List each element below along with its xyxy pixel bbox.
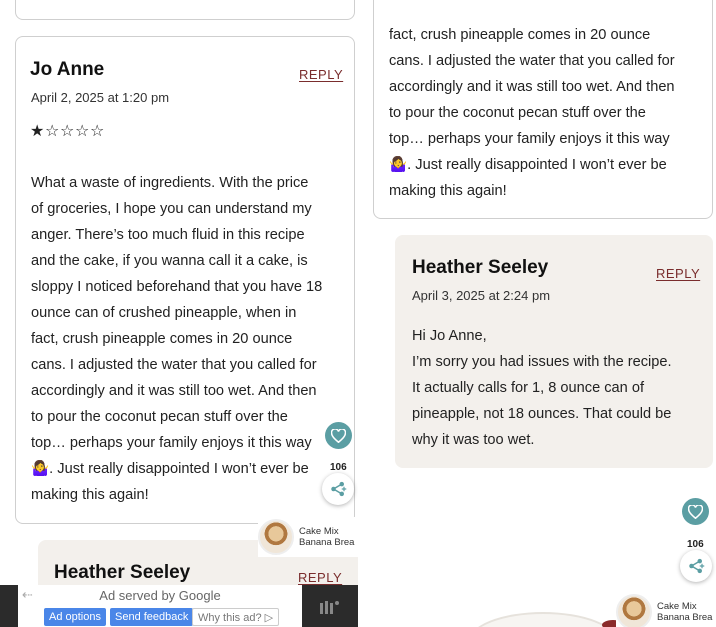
why-this-ad-button[interactable]: Why this ad? ▷ (192, 608, 279, 626)
heart-icon (331, 429, 346, 443)
reply-line: It actually calls for 1, 8 ounce can of (412, 380, 645, 396)
comment-line: sloppy I noticed beforehand that you have 18 (31, 279, 323, 295)
comment-line: 🤷‍♀️. Just really disappointed I won’t ever be (389, 157, 667, 173)
reply-line: I’m sorry you had issues with the recipe. (412, 354, 672, 370)
recipe-promo[interactable] (258, 517, 358, 557)
comment-line: top… perhaps your family enjoys it this way (389, 131, 670, 147)
reply-author: Heather Seeley (412, 257, 549, 278)
comment-line: accordingly and it was still too wet. And then (31, 383, 317, 399)
reply-line: why it was too wet. (412, 432, 535, 448)
comment-line: What a waste of ingredients. With the price (31, 175, 309, 191)
comment-line: cans. I adjusted the water that you called for (31, 357, 317, 373)
star-2-icon: ☆ (45, 121, 61, 140)
share-icon (687, 557, 705, 575)
comment-line: and the cake, if you wanna call it a cake, is (31, 253, 308, 269)
comment-line: accordingly and it was still too wet. And then (389, 79, 675, 95)
send-feedback-button[interactable]: Send feedback (110, 608, 193, 626)
recipe-promo-label (299, 526, 354, 548)
reply-link[interactable]: REPLY (298, 570, 343, 585)
promo-line: Cake Mix (299, 526, 339, 537)
comment-line: making this again! (389, 183, 507, 199)
share-icon (329, 480, 347, 498)
recipe-promo-label (657, 601, 712, 623)
comment-line: to pour the coconut pecan stuff over the (31, 409, 288, 425)
author-reply-card (395, 235, 713, 468)
comment-line: 🤷‍♀️. Just really disappointed I won’t ever be (31, 461, 309, 477)
brand-logo-icon (320, 599, 340, 613)
promo-line: Banana Brea (299, 537, 355, 548)
comment-line: anger. There’s too much fluid in this recipe (31, 227, 305, 243)
ad-panel (18, 585, 302, 627)
star-5-icon: ☆ (90, 121, 106, 140)
favorite-count: 106 (687, 539, 704, 550)
plate-image (468, 612, 618, 627)
reply-date: April 3, 2025 at 2:24 pm (412, 288, 551, 303)
recipe-thumbnail (616, 594, 652, 627)
promo-line: Banana Brea (657, 612, 713, 623)
star-3-icon: ☆ (60, 121, 76, 140)
promo-line: Cake Mix (657, 601, 697, 612)
reply-line: Hi Jo Anne, (412, 328, 487, 344)
previous-comment-card (15, 0, 355, 20)
star-rating (30, 121, 105, 140)
favorite-button[interactable] (325, 422, 352, 449)
comment-body-tail (389, 22, 709, 204)
comment-line: fact, crush pineapple comes in 20 ounce (31, 331, 293, 347)
ad-options-button[interactable]: Ad options (44, 608, 106, 626)
recipe-promo[interactable] (616, 592, 716, 627)
comment-line: to pour the coconut pecan stuff over the (389, 105, 646, 121)
comment-line: cans. I adjusted the water that you called for (389, 53, 675, 69)
comment-line: top… perhaps your family enjoys it this way (31, 435, 312, 451)
favorite-button[interactable] (682, 498, 709, 525)
right-screenshot (358, 0, 716, 627)
star-4-icon: ☆ (75, 121, 91, 140)
comment-line: ounce can of crushed pineapple, when in (31, 305, 297, 321)
reply-line: pineapple, not 18 ounces. That could be (412, 406, 672, 422)
back-arrow-icon[interactable]: ⇠ (22, 588, 33, 603)
comment-author: Jo Anne (30, 59, 105, 80)
ad-served-by: Ad served by Google (99, 588, 221, 603)
favorite-count: 106 (330, 462, 347, 473)
comment-line: fact, crush pineapple comes in 20 ounce (389, 27, 651, 43)
reply-link[interactable]: REPLY (656, 266, 701, 281)
reply-author: Heather Seeley (54, 562, 191, 583)
comment-date: April 2, 2025 at 1:20 pm (31, 90, 170, 105)
reply-link[interactable]: REPLY (299, 67, 344, 82)
comment-line: of groceries, I hope you can understand my (31, 201, 312, 217)
ad-bar (0, 585, 358, 627)
share-button[interactable] (322, 473, 354, 505)
comment-line: making this again! (31, 487, 149, 503)
star-1-icon: ★ (30, 121, 46, 140)
reply-body (412, 323, 712, 453)
recipe-thumbnail (258, 519, 294, 555)
heart-icon (688, 505, 703, 519)
share-button[interactable] (680, 550, 712, 582)
comment-body (31, 170, 351, 508)
